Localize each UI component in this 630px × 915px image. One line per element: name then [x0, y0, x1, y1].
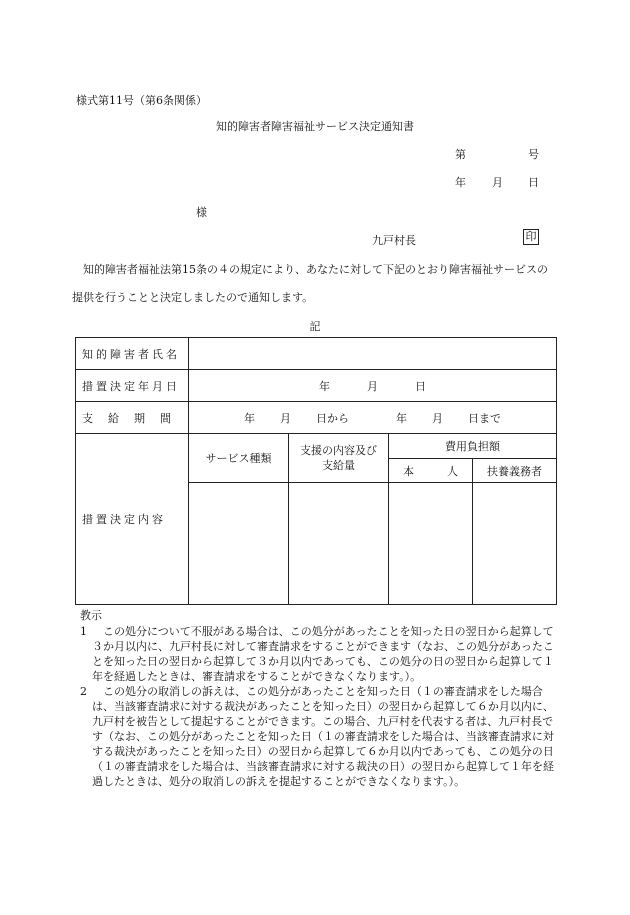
- notification-body: [72, 256, 556, 312]
- cost-burden-header: 費用負担額: [389, 434, 557, 459]
- decision-table: [75, 337, 557, 605]
- supporter-cost-cell: [473, 483, 557, 605]
- date-day: 日: [528, 176, 539, 189]
- instruction-text: この処分の取消しの訴えは、この処分があったことを知った日（１の審査請求をした場合は、当該審査請求に対する裁決があったことを知った日）の翌日から起算して６か月以内に、九戸村を被告として提起することができます。この場合、九戸村を代表する者は、九戸村長です（なお、この処分があったことを知った日（１の審査請求をした場合は、当該審査請求に対する裁決があったことを知った日）の翌日から起算して６か月以内であっても、この処分の日（１の審査請求をした場合は、当該審査請求に対する裁決の日）の翌日から起算して１年を経過したときは、処分の取消しの訴えを提起することができなくなります。）。: [92, 685, 554, 788]
- service-type-cell: [189, 483, 289, 605]
- name-label: 知的障害者氏名: [76, 338, 189, 370]
- support-content-cell: [289, 483, 389, 605]
- supporter-header: 扶養義務者: [473, 459, 557, 483]
- instruction-number: 1: [80, 625, 87, 638]
- body-paragraph: 知的障害者福祉法第15条の４の規定により、あなたに対して下記のとおり障害福祉サービスの提供を行うことと決定しましたので通知します。: [72, 263, 548, 304]
- document-title: 知的障害者障害福祉サービス決定通知書: [216, 120, 414, 133]
- instructions-section: [80, 608, 554, 789]
- instruction-item: [80, 624, 554, 684]
- instruction-item: [80, 684, 554, 789]
- self-header: 本 人: [389, 459, 473, 483]
- content-label: 措置決定内容: [76, 434, 189, 605]
- form-number: 様式第11号（第6条関係）: [76, 94, 207, 107]
- decision-date-value: 年 月 日: [189, 370, 557, 402]
- name-value-cell: [189, 338, 557, 370]
- seal-mark: 印: [523, 229, 539, 245]
- period-label: 支 給 期 間: [76, 402, 189, 434]
- addressee: 様: [196, 206, 207, 219]
- decision-date-label: 措置決定年月日: [76, 370, 189, 402]
- date-year: 年: [455, 176, 466, 189]
- date-month: 月: [492, 176, 503, 189]
- instruction-number: 2: [80, 685, 87, 698]
- support-content-header: 支援の内容及び 支給量: [289, 434, 389, 483]
- issuer-name: 九戸村長: [372, 234, 416, 247]
- number-suffix: 号: [528, 148, 539, 161]
- self-cost-cell: [389, 483, 473, 605]
- number-prefix: 第: [455, 148, 466, 161]
- period-value: 年 月 日から 年 月 日まで: [189, 402, 557, 434]
- ki-heading: 記: [309, 320, 321, 333]
- instruction-text: この処分について不服がある場合は、この処分があったことを知った日の翌日から起算して３か月以内に、九戸村長に対して審査請求をすることができます（なお、この処分があったことを知った日の翌日から起算して３か月以内であっても、この処分の日の翌日から起算して１年を経過したときは、審査請求をすることができなくなります。）。: [92, 625, 554, 683]
- instructions-heading: 教示: [80, 609, 102, 622]
- service-type-header: サービス種類: [189, 434, 289, 483]
